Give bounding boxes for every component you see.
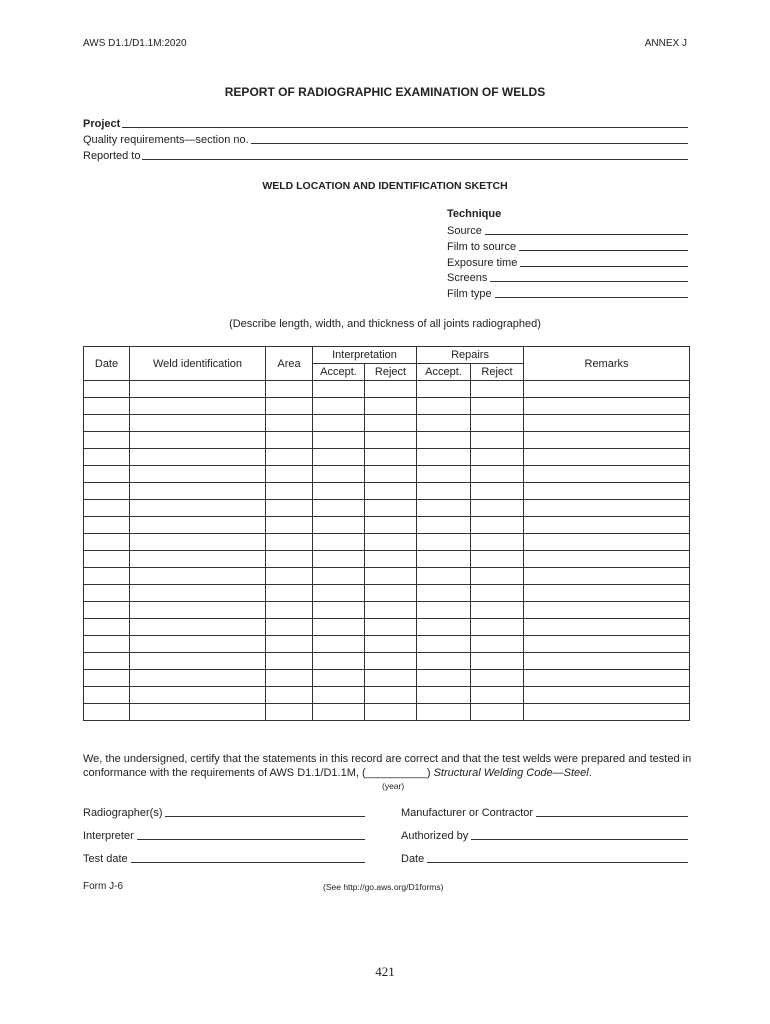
sketch-title: WELD LOCATION AND IDENTIFICATION SKETCH xyxy=(262,180,508,192)
date-field[interactable] xyxy=(401,850,688,865)
table-cell[interactable] xyxy=(130,534,266,551)
table-cell[interactable] xyxy=(524,636,690,653)
table-cell[interactable] xyxy=(524,449,690,466)
film-to-source-label: Film to source xyxy=(447,241,517,253)
authorized-field[interactable] xyxy=(401,827,688,842)
table-cell[interactable] xyxy=(313,415,365,432)
technique-heading: Technique xyxy=(447,208,502,220)
reported-to-blank[interactable] xyxy=(142,150,688,160)
table-cell[interactable] xyxy=(313,381,365,398)
table-cell[interactable] xyxy=(84,500,130,517)
source-field[interactable] xyxy=(447,222,688,237)
header-annex: ANNEX J xyxy=(644,38,687,49)
table-cell[interactable] xyxy=(524,704,690,721)
table-cell[interactable] xyxy=(313,551,365,568)
table-cell[interactable] xyxy=(417,432,471,449)
interpreter-field[interactable] xyxy=(83,827,365,842)
table-cell[interactable] xyxy=(471,415,524,432)
table-row xyxy=(84,653,690,670)
exposure-time-blank[interactable] xyxy=(520,257,688,267)
table-cell[interactable] xyxy=(84,585,130,602)
table-cell[interactable] xyxy=(313,568,365,585)
quality-field[interactable] xyxy=(83,131,688,146)
table-cell[interactable] xyxy=(313,670,365,687)
table-cell[interactable] xyxy=(524,585,690,602)
table-cell[interactable] xyxy=(524,653,690,670)
table-cell[interactable] xyxy=(130,500,266,517)
table-cell[interactable] xyxy=(417,551,471,568)
table-row xyxy=(84,517,690,534)
table-cell[interactable] xyxy=(266,602,313,619)
table-cell[interactable] xyxy=(266,636,313,653)
test-date-field[interactable] xyxy=(83,850,365,865)
table-cell[interactable] xyxy=(365,704,417,721)
table-cell[interactable] xyxy=(130,602,266,619)
table-cell[interactable] xyxy=(313,585,365,602)
table-cell[interactable] xyxy=(471,670,524,687)
table-cell[interactable] xyxy=(471,653,524,670)
header-standard: AWS D1.1/D1.1M:2020 xyxy=(83,38,187,49)
table-cell[interactable] xyxy=(84,670,130,687)
table-cell[interactable] xyxy=(365,551,417,568)
manufacturer-field[interactable] xyxy=(401,804,688,819)
film-to-source-blank[interactable] xyxy=(519,241,688,251)
table-cell[interactable] xyxy=(84,653,130,670)
table-cell[interactable] xyxy=(84,449,130,466)
table-cell[interactable] xyxy=(524,687,690,704)
table-cell[interactable] xyxy=(130,415,266,432)
repair-reject-header: Reject xyxy=(471,364,524,381)
interp-reject-header: Reject xyxy=(365,364,417,381)
table-cell[interactable] xyxy=(130,449,266,466)
table-row xyxy=(84,432,690,449)
table-cell[interactable] xyxy=(417,653,471,670)
table-cell[interactable] xyxy=(471,466,524,483)
table-cell[interactable] xyxy=(313,636,365,653)
page-title: REPORT OF RADIOGRAPHIC EXAMINATION OF WELDS xyxy=(224,85,546,99)
table-cell[interactable] xyxy=(365,381,417,398)
certification-line-2 xyxy=(83,766,693,780)
table-cell[interactable] xyxy=(524,551,690,568)
manufacturer-label: Manufacturer or Contractor xyxy=(401,807,534,819)
table-row xyxy=(84,398,690,415)
table-cell[interactable] xyxy=(365,449,417,466)
radiographer-label: Radiographer(s) xyxy=(83,807,163,819)
table-cell[interactable] xyxy=(130,568,266,585)
table-row xyxy=(84,483,690,500)
table-cell[interactable] xyxy=(365,670,417,687)
table-cell[interactable] xyxy=(266,517,313,534)
table-row xyxy=(84,415,690,432)
table-cell[interactable] xyxy=(471,432,524,449)
table-cell[interactable] xyxy=(84,636,130,653)
table-row xyxy=(84,449,690,466)
col-remarks-header: Remarks xyxy=(524,347,690,381)
table-cell[interactable] xyxy=(524,568,690,585)
table-cell[interactable] xyxy=(417,602,471,619)
table-cell[interactable] xyxy=(365,432,417,449)
table-cell[interactable] xyxy=(266,500,313,517)
table-cell[interactable] xyxy=(471,500,524,517)
table-cell[interactable] xyxy=(471,585,524,602)
table-cell[interactable] xyxy=(417,449,471,466)
table-cell[interactable] xyxy=(365,500,417,517)
table-cell[interactable] xyxy=(313,398,365,415)
table-cell[interactable] xyxy=(313,602,365,619)
table-cell[interactable] xyxy=(365,466,417,483)
test-date-label: Test date xyxy=(83,853,128,865)
table-cell[interactable] xyxy=(313,500,365,517)
table-cell[interactable] xyxy=(313,432,365,449)
table-cell[interactable] xyxy=(266,534,313,551)
table-cell[interactable] xyxy=(471,398,524,415)
cert-year-blank[interactable]: __________ xyxy=(365,767,427,779)
table-cell[interactable] xyxy=(130,381,266,398)
table-cell[interactable] xyxy=(84,568,130,585)
table-row xyxy=(84,636,690,653)
table-cell[interactable] xyxy=(365,534,417,551)
table-cell[interactable] xyxy=(84,619,130,636)
table-cell[interactable] xyxy=(524,619,690,636)
table-cell[interactable] xyxy=(130,466,266,483)
table-cell[interactable] xyxy=(84,398,130,415)
cert-prefix: conformance with the requirements of AWS D1.1/D1.1M, ( xyxy=(83,767,366,779)
table-cell[interactable] xyxy=(313,449,365,466)
table-cell[interactable] xyxy=(471,636,524,653)
manufacturer-blank[interactable] xyxy=(536,807,688,817)
table-cell[interactable] xyxy=(84,534,130,551)
table-cell[interactable] xyxy=(313,704,365,721)
table-cell[interactable] xyxy=(524,602,690,619)
col-weld-header: Weld identification xyxy=(130,347,266,381)
certification-line-1: We, the undersigned, certify that the statements in this record are correct and that the test welds were prepared and tested in xyxy=(83,753,692,765)
table-cell[interactable] xyxy=(84,602,130,619)
table-cell[interactable] xyxy=(417,398,471,415)
repair-accept-header: Accept. xyxy=(417,364,471,381)
date-blank[interactable] xyxy=(427,853,688,863)
table-cell[interactable] xyxy=(524,398,690,415)
table-cell[interactable] xyxy=(84,415,130,432)
table-cell[interactable] xyxy=(313,517,365,534)
form-number: Form J-6 xyxy=(83,881,123,892)
interpreter-label: Interpreter xyxy=(83,830,134,842)
table-cell[interactable] xyxy=(471,619,524,636)
table-cell[interactable] xyxy=(84,432,130,449)
table-cell[interactable] xyxy=(524,415,690,432)
table-cell[interactable] xyxy=(130,483,266,500)
table-cell[interactable] xyxy=(417,381,471,398)
table-cell[interactable] xyxy=(130,585,266,602)
table-cell[interactable] xyxy=(266,466,313,483)
forms-url-note: (See http://go.aws.org/D1forms) xyxy=(323,882,444,892)
table-cell[interactable] xyxy=(471,534,524,551)
table-cell[interactable] xyxy=(365,483,417,500)
table-row xyxy=(84,687,690,704)
table-cell[interactable] xyxy=(266,568,313,585)
describe-note: (Describe length, width, and thickness of all joints radiographed) xyxy=(229,318,541,330)
table-cell[interactable] xyxy=(130,432,266,449)
table-cell[interactable] xyxy=(417,670,471,687)
table-row xyxy=(84,551,690,568)
table-cell[interactable] xyxy=(266,483,313,500)
table-cell[interactable] xyxy=(130,619,266,636)
table-cell[interactable] xyxy=(130,398,266,415)
table-cell[interactable] xyxy=(524,670,690,687)
table-cell[interactable] xyxy=(365,619,417,636)
table-header-row-1 xyxy=(84,347,690,364)
cert-suffix: ) xyxy=(426,767,434,779)
table-cell[interactable] xyxy=(84,483,130,500)
film-type-field[interactable] xyxy=(447,285,688,300)
table-cell[interactable] xyxy=(471,687,524,704)
table-cell[interactable] xyxy=(313,619,365,636)
table-cell[interactable] xyxy=(266,653,313,670)
results-table xyxy=(83,346,690,721)
table-row xyxy=(84,602,690,619)
table-cell[interactable] xyxy=(524,466,690,483)
table-cell[interactable] xyxy=(130,704,266,721)
table-cell[interactable] xyxy=(471,381,524,398)
year-caption: (year) xyxy=(382,781,405,791)
table-cell[interactable] xyxy=(417,534,471,551)
screens-field[interactable] xyxy=(447,269,688,284)
exposure-time-field[interactable] xyxy=(447,254,688,269)
table-cell[interactable] xyxy=(266,619,313,636)
table-cell[interactable] xyxy=(524,483,690,500)
reported-to-label: Reported to xyxy=(83,150,141,162)
project-label: Project xyxy=(83,118,121,130)
radiographer-field[interactable] xyxy=(83,804,365,819)
table-cell[interactable] xyxy=(471,483,524,500)
col-area-header: Area xyxy=(266,347,313,381)
table-cell[interactable] xyxy=(524,432,690,449)
table-cell[interactable] xyxy=(266,704,313,721)
radiographer-blank[interactable] xyxy=(165,807,365,817)
table-cell[interactable] xyxy=(266,415,313,432)
table-cell[interactable] xyxy=(524,381,690,398)
table-cell[interactable] xyxy=(417,500,471,517)
source-blank[interactable] xyxy=(485,225,688,235)
table-cell[interactable] xyxy=(130,653,266,670)
table-cell[interactable] xyxy=(365,415,417,432)
table-cell[interactable] xyxy=(130,636,266,653)
table-cell[interactable] xyxy=(471,704,524,721)
table-cell[interactable] xyxy=(266,670,313,687)
table-cell[interactable] xyxy=(471,602,524,619)
table-cell[interactable] xyxy=(417,415,471,432)
table-cell[interactable] xyxy=(84,381,130,398)
table-cell[interactable] xyxy=(130,670,266,687)
film-to-source-field[interactable] xyxy=(447,238,688,253)
table-row xyxy=(84,381,690,398)
table-row xyxy=(84,534,690,551)
table-cell[interactable] xyxy=(524,534,690,551)
exposure-time-label: Exposure time xyxy=(447,257,518,269)
table-cell[interactable] xyxy=(313,687,365,704)
table-cell[interactable] xyxy=(266,449,313,466)
table-cell[interactable] xyxy=(84,466,130,483)
table-row xyxy=(84,619,690,636)
table-cell[interactable] xyxy=(417,636,471,653)
project-field[interactable] xyxy=(83,115,688,130)
table-cell[interactable] xyxy=(417,568,471,585)
table-row xyxy=(84,568,690,585)
table-cell[interactable] xyxy=(313,483,365,500)
table-cell[interactable] xyxy=(266,398,313,415)
table-cell[interactable] xyxy=(524,500,690,517)
table-cell[interactable] xyxy=(84,517,130,534)
table-cell[interactable] xyxy=(471,551,524,568)
table-cell[interactable] xyxy=(471,568,524,585)
screens-label: Screens xyxy=(447,272,488,284)
table-cell[interactable] xyxy=(365,568,417,585)
repairs-group-header: Repairs xyxy=(417,347,524,364)
source-label: Source xyxy=(447,225,482,237)
table-cell[interactable] xyxy=(417,483,471,500)
cert-code-title: Structural Welding Code—Steel xyxy=(433,767,589,779)
interpretation-group-header: Interpretation xyxy=(313,347,417,364)
table-row xyxy=(84,466,690,483)
table-row xyxy=(84,704,690,721)
authorized-blank[interactable] xyxy=(471,830,688,840)
table-cell[interactable] xyxy=(417,585,471,602)
project-blank[interactable] xyxy=(122,118,688,128)
table-cell[interactable] xyxy=(471,449,524,466)
table-cell[interactable] xyxy=(266,585,313,602)
table-cell[interactable] xyxy=(417,704,471,721)
table-cell[interactable] xyxy=(266,432,313,449)
col-date-header: Date xyxy=(84,347,130,381)
interp-accept-header: Accept. xyxy=(313,364,365,381)
table-cell[interactable] xyxy=(365,517,417,534)
table-cell[interactable] xyxy=(84,551,130,568)
table-cell[interactable] xyxy=(417,687,471,704)
table-cell[interactable] xyxy=(365,398,417,415)
table-cell[interactable] xyxy=(130,517,266,534)
table-cell[interactable] xyxy=(266,551,313,568)
table-cell[interactable] xyxy=(365,687,417,704)
table-cell[interactable] xyxy=(130,687,266,704)
table-cell[interactable] xyxy=(313,653,365,670)
table-cell[interactable] xyxy=(471,517,524,534)
table-cell[interactable] xyxy=(266,687,313,704)
cert-end: . xyxy=(588,767,592,779)
table-row xyxy=(84,585,690,602)
table-cell[interactable] xyxy=(266,381,313,398)
table-row xyxy=(84,500,690,517)
table-cell[interactable] xyxy=(417,466,471,483)
quality-blank[interactable] xyxy=(251,134,688,144)
table-cell[interactable] xyxy=(365,636,417,653)
test-date-blank[interactable] xyxy=(131,853,365,863)
table-cell[interactable] xyxy=(313,534,365,551)
table-cell[interactable] xyxy=(417,619,471,636)
interpreter-blank[interactable] xyxy=(137,830,365,840)
table-cell[interactable] xyxy=(84,704,130,721)
table-cell[interactable] xyxy=(365,653,417,670)
table-cell[interactable] xyxy=(313,466,365,483)
table-cell[interactable] xyxy=(84,687,130,704)
authorized-label: Authorized by xyxy=(401,830,469,842)
screens-blank[interactable] xyxy=(490,272,688,282)
page-number: 421 xyxy=(375,964,395,979)
table-cell[interactable] xyxy=(524,517,690,534)
table-cell[interactable] xyxy=(365,602,417,619)
reported-to-field[interactable] xyxy=(83,147,688,162)
film-type-label: Film type xyxy=(447,288,492,300)
table-cell[interactable] xyxy=(130,551,266,568)
date-label: Date xyxy=(401,853,425,865)
quality-label: Quality requirements—section no. xyxy=(83,134,249,146)
table-cell[interactable] xyxy=(365,585,417,602)
film-type-blank[interactable] xyxy=(495,288,688,298)
table-row xyxy=(84,670,690,687)
table-cell[interactable] xyxy=(417,517,471,534)
